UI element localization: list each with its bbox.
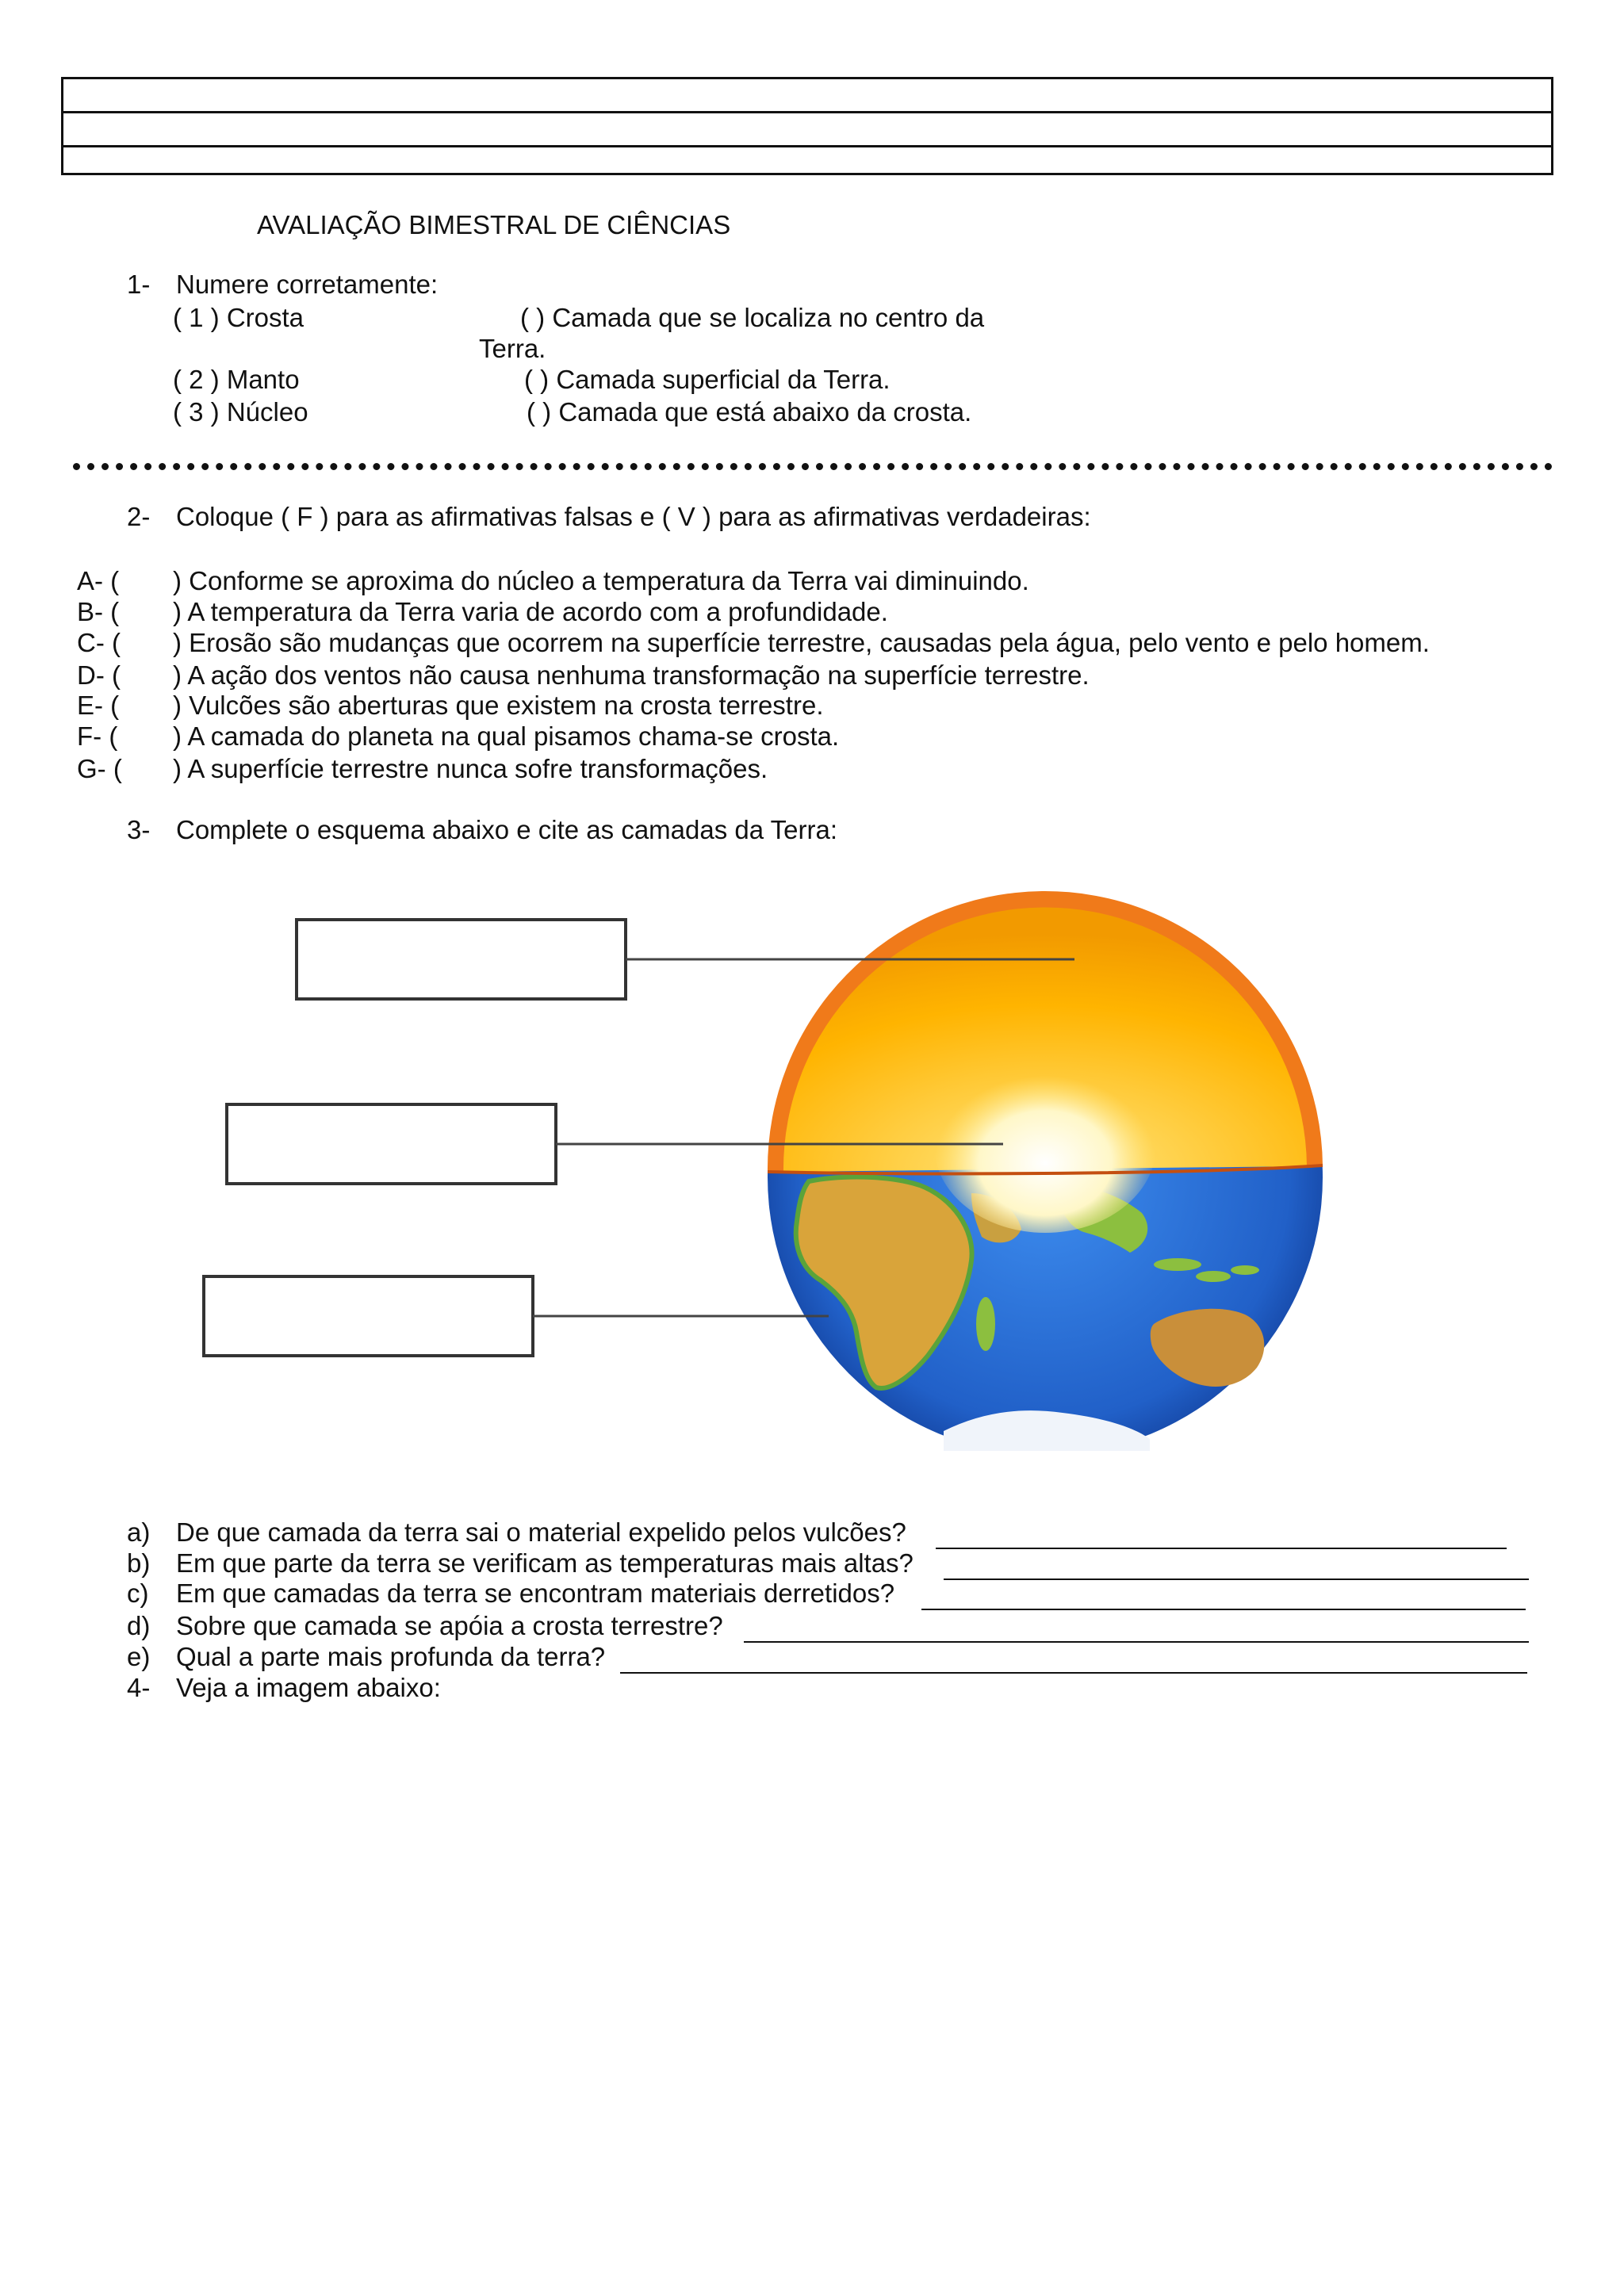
- q2-item-text: ) A camada do planeta na qual pisamos chama-se crosta.: [173, 721, 840, 751]
- q2-number: 2-: [127, 502, 151, 531]
- q2-item-text: ) Vulcões são aberturas que existem na crosta terrestre.: [173, 691, 824, 720]
- q3-question-text: De que camada da terra sai o material expelido pelos vulcões?: [176, 1517, 906, 1547]
- q3-prompt: Complete o esquema abaixo e cite as camadas da Terra:: [176, 815, 838, 844]
- q1-prompt: Numere corretamente:: [176, 270, 439, 299]
- q3-question-letter: b): [127, 1548, 151, 1578]
- q2-item-label: F- (: [77, 721, 118, 751]
- q2-item-label: G- (: [77, 754, 122, 783]
- q3-question-letter: d): [127, 1611, 151, 1640]
- q1-option-nucleo: ( 3 ) Núcleo: [173, 397, 308, 427]
- island-landmass: [1154, 1258, 1201, 1271]
- q3-question-text: Em que camadas da terra se encontram materiais derretidos?: [176, 1578, 895, 1608]
- q1-definition-center-cont: Terra.: [479, 334, 546, 363]
- page-title: AVALIAÇÃO BIMESTRAL DE CIÊNCIAS: [257, 210, 731, 239]
- core-layer: [934, 1058, 1156, 1233]
- answer-line[interactable]: [921, 1585, 1526, 1610]
- q2-item-text: ) Erosão são mudanças que ocorrem na superfície terrestre, causadas pela água, pelo vento e pelo homem.: [173, 628, 1430, 657]
- q3-number: 3-: [127, 815, 151, 844]
- q1-option-manto: ( 2 ) Manto: [173, 365, 300, 394]
- q3-question-letter: c): [127, 1578, 149, 1608]
- q3-question-text: Sobre que camada se apóia a crosta terrestre?: [176, 1611, 723, 1640]
- q1-number: 1-: [127, 270, 151, 299]
- q4-number: 4-: [127, 1673, 151, 1702]
- answer-line[interactable]: [944, 1555, 1529, 1580]
- q3-question-text: Qual a parte mais profunda da terra?: [176, 1642, 606, 1671]
- answer-line[interactable]: [620, 1648, 1527, 1674]
- header-row[interactable]: [63, 113, 1551, 147]
- q2-item-text: ) A temperatura da Terra varia de acordo com a profundidade.: [173, 597, 888, 626]
- q1-definition-surface: ( ) Camada superficial da Terra.: [524, 365, 891, 394]
- q1-option-crosta: ( 1 ) Crosta: [173, 303, 304, 332]
- q1-definition-center: ( ) Camada que se localiza no centro da: [520, 303, 985, 332]
- q2-item-label: D- (: [77, 660, 121, 690]
- header-table: [61, 77, 1553, 175]
- q2-item-text: ) A superfície terrestre nunca sofre transformações.: [173, 754, 768, 783]
- q4-prompt: Veja a imagem abaixo:: [176, 1673, 441, 1702]
- island-landmass: [1196, 1271, 1231, 1282]
- earth-layers-diagram: [190, 880, 1348, 1451]
- q2-item-label: C- (: [77, 628, 121, 657]
- q3-question-letter: a): [127, 1517, 151, 1547]
- q1-definition-below-crust: ( ) Camada que está abaixo da crosta.: [527, 397, 972, 427]
- q3-question-text: Em que parte da terra se verificam as temperaturas mais altas?: [176, 1548, 914, 1578]
- island-landmass: [1231, 1265, 1259, 1275]
- q2-item-label: B- (: [77, 597, 120, 626]
- answer-line[interactable]: [936, 1524, 1507, 1549]
- q2-prompt: Coloque ( F ) para as afirmativas falsas e ( V ) para as afirmativas verdadeiras:: [176, 502, 1091, 531]
- header-row[interactable]: [63, 79, 1551, 113]
- header-row[interactable]: [63, 147, 1551, 179]
- dotted-divider: [73, 463, 1553, 470]
- q3-question-letter: e): [127, 1642, 151, 1671]
- label-box-crust[interactable]: [297, 920, 626, 999]
- answer-line[interactable]: [744, 1617, 1529, 1643]
- q2-item-text: ) A ação dos ventos não causa nenhuma transformação na superfície terrestre.: [173, 660, 1090, 690]
- label-box-core[interactable]: [204, 1276, 533, 1356]
- label-box-mantle[interactable]: [227, 1104, 556, 1184]
- q2-item-label: A- (: [77, 566, 120, 595]
- q2-item-text: ) Conforme se aproxima do núcleo a temperatura da Terra vai diminuindo.: [173, 566, 1029, 595]
- q2-item-label: E- (: [77, 691, 120, 720]
- madagascar-landmass: [976, 1297, 995, 1351]
